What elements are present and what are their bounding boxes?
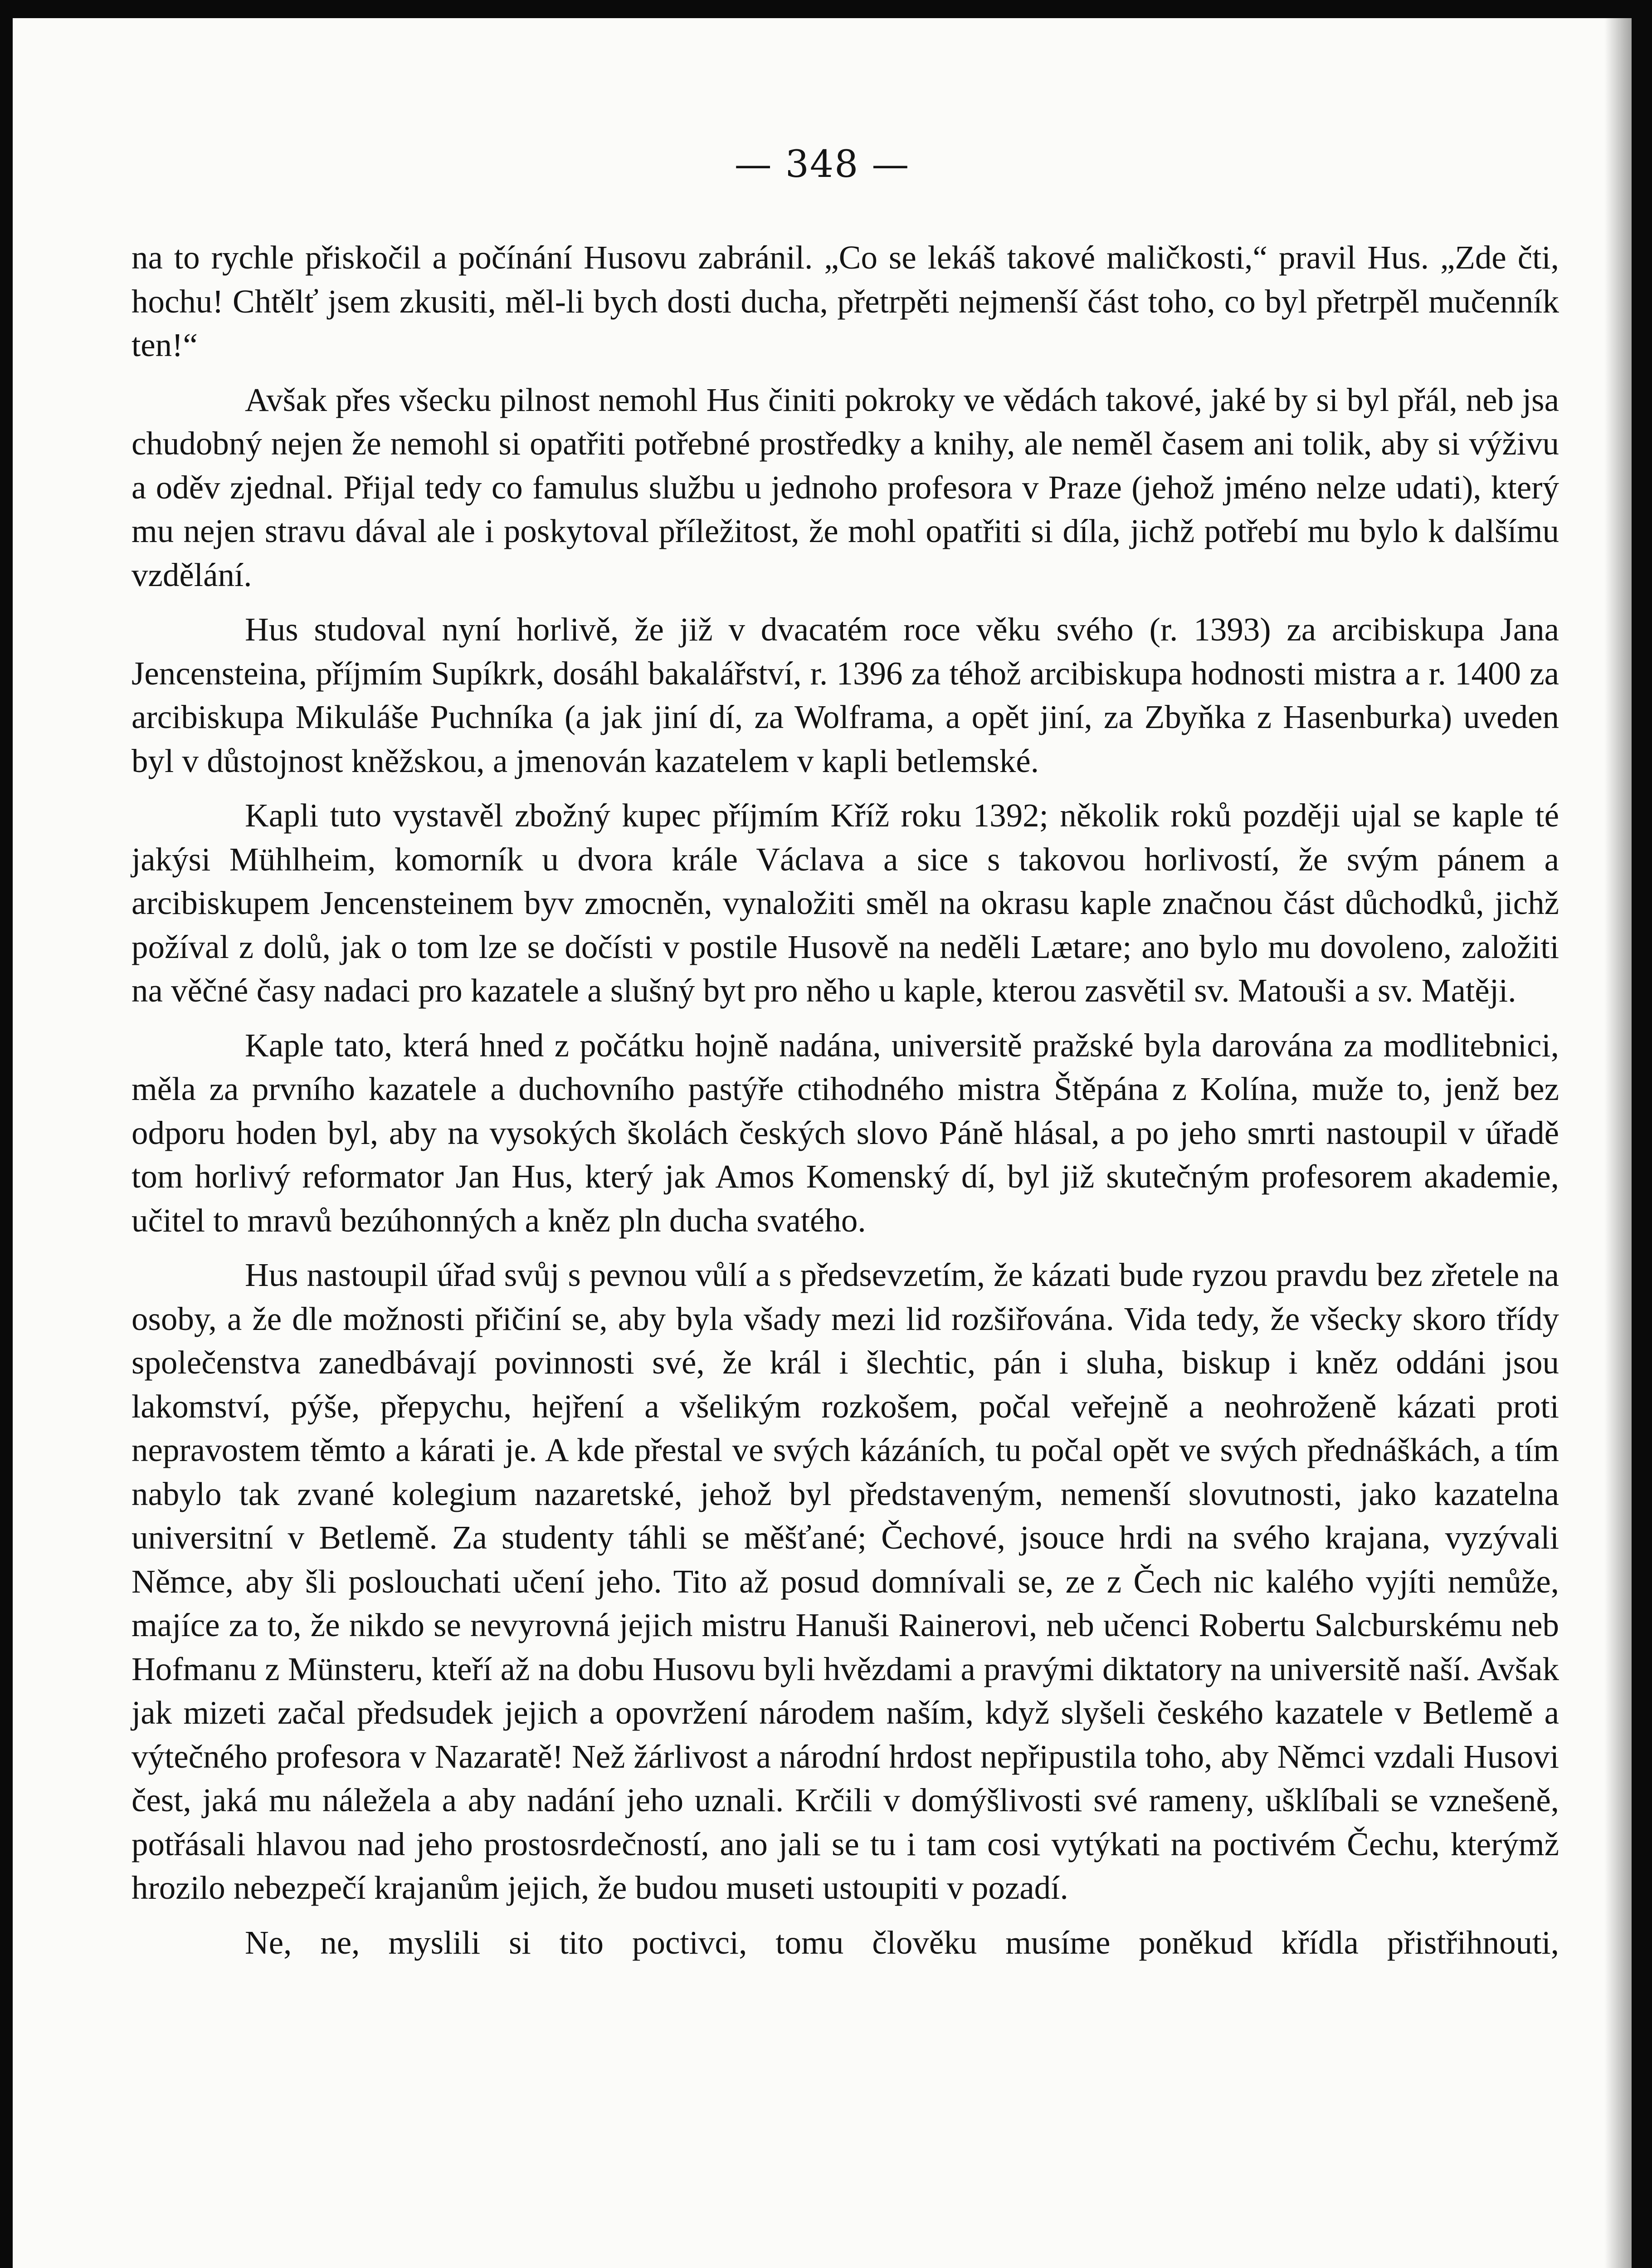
page-edge-shadow: [1604, 18, 1632, 2268]
paragraph-2: Avšak přes všecku pilnost nemohl Hus činiti pokroky ve vědách takové, jaké by si byl přál, neb jsa chudobný nejen že nemohl si opatřiti potřebné prostředky a knihy, ale neměl časem ani tolik, aby si výživu a oděv zjednal. Přijal tedy co famulus službu u jednoho profesora v Praze (jehož jméno nelze udati), který mu nejen stravu dával ale i poskytoval příležitost, že mohl opatřiti si díla, jichž potřebí mu bylo k dalšímu vzdělání.: [132, 381, 1559, 593]
paragraph-7: Ne, ne, myslili si tito poctivci, tomu člověku musíme poněkud křídla přistřihnouti,: [245, 1924, 1559, 1961]
book-page: [13, 18, 1632, 2268]
paragraph-1: na to rychle přiskočil a počínání Husovu zabránil. „Co se lekáš takové maličkosti,“ pravil Hus. „Zde čti, hochu! Chtělť jsem zkusiti, měl-li bych dosti ducha, přetrpěti nejmenší část toho, co byl přetrpěl mučenník ten!“: [132, 239, 1559, 363]
page-number: — 348 —: [734, 143, 910, 186]
paragraph-6: Hus nastoupil úřad svůj s pevnou vůlí a s předsevzetím, že kázati bude ryzou pravdu bez zřetele na osoby, a že dle možnosti přičiní se, aby byla všady mezi lid rozšiřována. Vida tedy, že všecky skoro třídy společenstva zanedbávají povinnosti své, že král i šlechtic, pán i sluha, biskup i kněz oddáni jsou lakomství, pýše, přepychu, hejření a všelikým rozkošem, počal veřejně a neohroženě kázati proti nepravostem těmto a kárati je. A kde přestal ve svých kázáních, tu počal opět ve svých přednáškách, a tím nabylo tak zvané kolegium nazaretské, jehož byl představeným, nemenší slovutnosti, jako kazatelna universitní v Betlemě. Za studenty táhli se měšťané; Čechové, jsouce hrdi na svého krajana, vyzývali Němce, aby šli poslouchati učení jeho. Tito až posud domnívali se, ze z Čech nic kalého vyjíti nemůže, majíce za to, že nikdo se nevyrovná jejich mistru Hanuši Rainerovi, neb učenci Robertu Salcburskému neb Hofmanu z Münsteru, kteří až na dobu Husovu byli hvězdami a pravými diktatory na universitě naší. Avšak jak mizeti začal předsudek jejich a opovržení národem naším, když slyšeli českého kazatele v Betlemě a výtečného profesora v Nazaratě! Než žárlivost a národní hrdost nepřipustila toho, aby Němci vzdali Husovi čest, jaká mu náležela a aby nadání jeho uznali. Krčili v domýšlivosti své rameny, ušklíbali se vznešeně, potřásali hlavou nad jeho prostosrdečností, ano jali se tu i tam cosi vytýkati na poctivém Čechu, kterýmž hrozilo nebezpečí krajanům jejich, že budou museti ustoupiti v pozadí.: [132, 1256, 1559, 1906]
paragraph-3: Hus studoval nyní horlivě, že již v dvacatém roce věku svého (r. 1393) za arcibiskupa Jana Jencensteina, příjmím Supíkrk, dosáhl bakalářství, r. 1396 za téhož arcibiskupa hodnosti mistra a r. 1400 za arcibiskupa Mikuláše Puchníka (a jak jiní dí, za Wolframa, a opět jiní, za Zbyňka z Hasenburka) uveden byl v důstojnost kněžskou, a jmenován kazatelem v kapli betlemské.: [132, 611, 1559, 779]
body-text: [132, 236, 1559, 1965]
paragraph-4: Kapli tuto vystavěl zbožný kupec příjmím Kříž roku 1392; několik roků později ujal se kaple té jakýsi Mühlheim, komorník u dvora krále Václava a sice s takovou horlivostí, že svým pánem a arcibiskupem Jencensteinem byv zmocněn, vynaložiti směl na okrasu kaple značnou část důchodků, jichž požíval z dolů, jak o tom lze se dočísti v postile Husově na neděli Lætare; ano bylo mu dovoleno, založiti na věčné časy nadaci pro kazatele a slušný byt pro něho u kaple, kterou zasvětil sv. Matouši a sv. Matěji.: [132, 797, 1559, 1009]
paragraph-5: Kaple tato, která hned z počátku hojně nadána, universitě pražské byla darována za modlitebnici, měla za prvního kazatele a duchovního pastýře ctihodného mistra Štěpána z Kolína, muže to, jenž bez odporu hoden byl, aby na vysokých školách českých slovo Páně hlásal, a po jeho smrti nastoupil v úřadě tom horlivý reformator Jan Hus, který jak Amos Komenský dí, byl již skutečným profesorem akademie, učitel to mravů bezúhonných a kněz pln ducha svatého.: [132, 1026, 1559, 1239]
